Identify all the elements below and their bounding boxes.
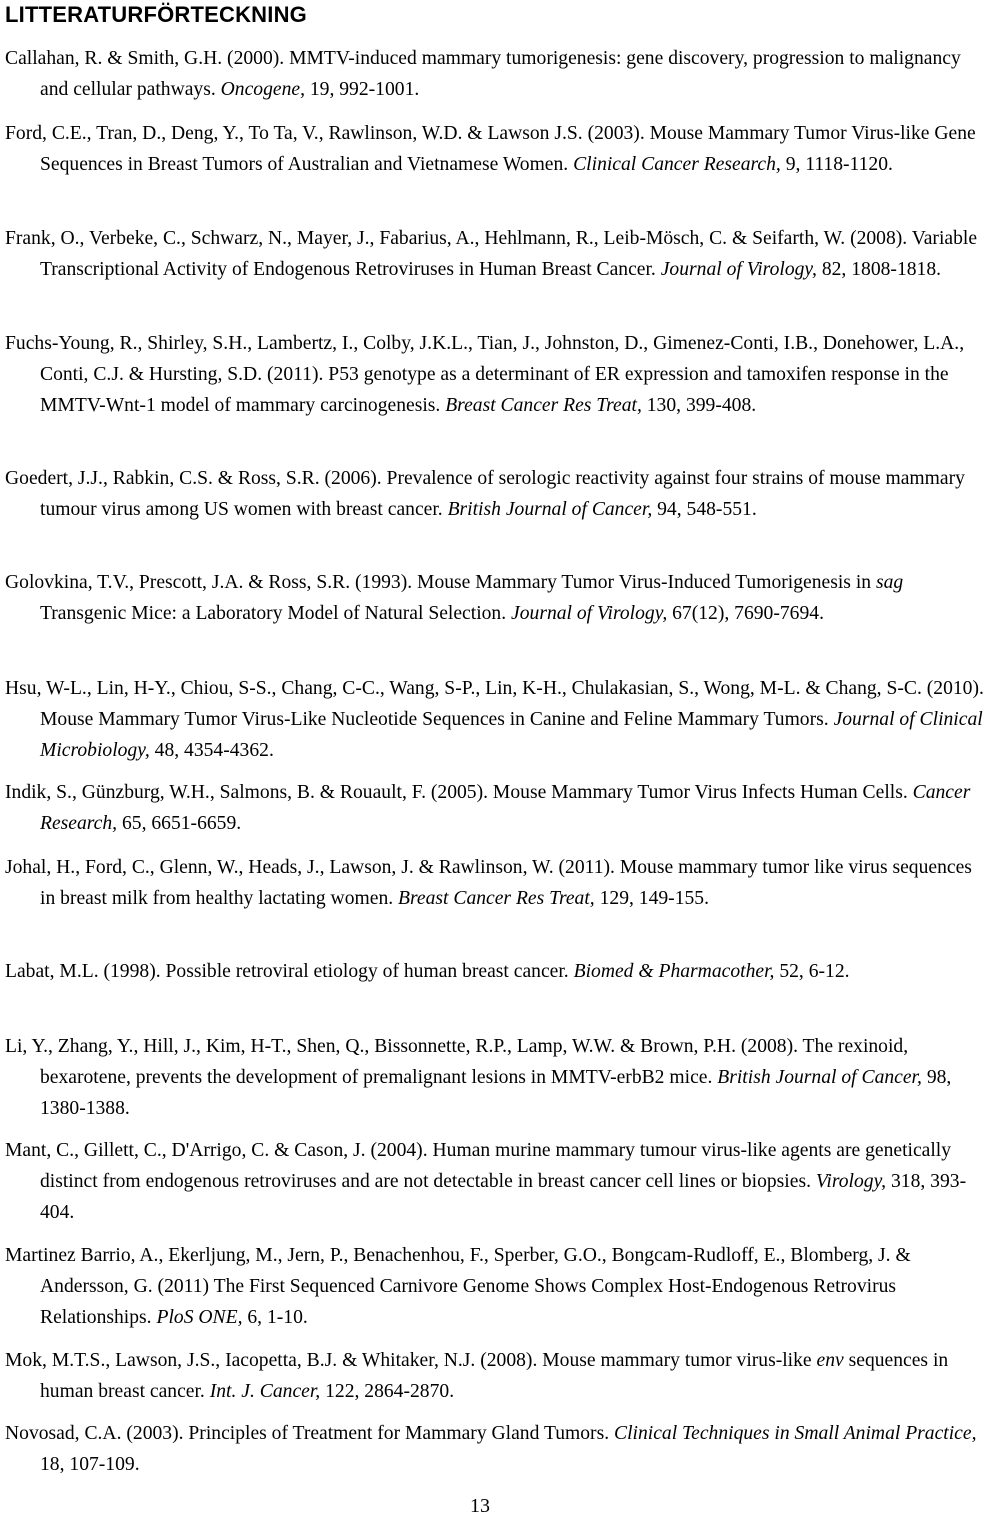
reference-italic-text: Journal of Clinical Microbiology, <box>40 709 983 761</box>
reference-italic-text: Breast Cancer Res Treat, <box>445 395 642 416</box>
reference-text: 18, 107-109. <box>40 1454 140 1475</box>
reference-entry <box>5 43 990 105</box>
reference-italic-text: sag <box>875 572 904 593</box>
reference-text: Mant, C., Gillett, C., D'Arrigo, C. & Cason, J. (2004). Human murine mammary tumour virus-like agents are genetically distinct from endogenous retroviruses and are not detectable in breast cancer cell lines or biopsies. <box>5 1140 952 1192</box>
reference-italic-text: Virology, <box>815 1171 887 1192</box>
reference-italic-text: Biomed & Pharmacother, <box>573 961 775 982</box>
reference-text: Golovkina, T.V., Prescott, J.A. & Ross, S.R. (1993). Mouse Mammary Tumor Virus-Induced Tumorigenesis in <box>5 572 876 593</box>
reference-text: 122, 2864-2870. <box>320 1381 455 1402</box>
reference-text: Goedert, J.J., Rabkin, C.S. & Ross, S.R. (2006). Prevalence of serologic reactivity against four strains of mouse mammary tumour virus among US women with breast cancer. <box>5 468 965 520</box>
reference-entry <box>5 1418 990 1480</box>
reference-text: Martinez Barrio, A., Ekerljung, M., Jern, P., Benachenhou, F., Sperber, G.O., Bongcam-Rudloff, E., Blomberg, J. & Andersson, G. (2011) The First Sequenced Carnivore Genome Shows Complex Host-Endogenous Retrovirus Relationships. <box>5 1245 911 1328</box>
reference-text: Callahan, R. & Smith, G.H. (2000). MMTV-induced mammary tumorigenesis: gene discovery, progression to malignancy and cellular pathways. <box>5 48 961 100</box>
reference-italic-text: British Journal of Cancer, <box>447 499 653 520</box>
reference-italic-text: env <box>816 1350 844 1371</box>
reference-text: Johal, H., Ford, C., Glenn, W., Heads, J., Lawson, J. & Rawlinson, W. (2011). Mouse mammary tumor like virus sequences in breast milk from healthy lactating women. <box>5 857 972 909</box>
reference-text: 67(12), 7690-7694. <box>667 603 824 624</box>
reference-italic-text: Clinical Cancer Research, <box>573 154 781 175</box>
reference-text: 130, 399-408. <box>641 395 757 416</box>
reference-text: 129, 149-155. <box>594 888 709 909</box>
reference-entry <box>5 1031 990 1124</box>
reference-text: Ford, C.E., Tran, D., Deng, Y., To Ta, V., Rawlinson, W.D. & Lawson J.S. (2003). Mouse Mammary Tumor Virus-like Gene Sequences in Breast Tumors of Australian and Vietnamese Women. <box>5 123 976 175</box>
reference-text: Transgenic Mice: a Laboratory Model of Natural Selection. <box>40 603 512 624</box>
reference-text: 318, 393-404. <box>40 1171 967 1223</box>
reference-text: 94, 548-551. <box>652 499 757 520</box>
page-heading: LITTERATURFÖRTECKNING <box>5 2 307 27</box>
reference-text: sequences in human breast cancer. <box>40 1350 949 1402</box>
reference-italic-text: Clinical Techniques in Small Animal Practice, <box>614 1423 977 1444</box>
reference-text: Mok, M.T.S., Lawson, J.S., Iacopetta, B.J. & Whitaker, N.J. (2008). Mouse mammary tumor virus-like <box>5 1350 817 1371</box>
reference-italic-text: Journal of Virology, <box>660 259 817 280</box>
page-number: 13 <box>470 1495 490 1517</box>
reference-entry <box>5 328 990 421</box>
reference-text: 65, 6651-6659. <box>117 813 242 834</box>
reference-text: Frank, O., Verbeke, C., Schwarz, N., Mayer, J., Fabarius, A., Hehlmann, R., Leib-Mösch, C. & Seifarth, W. (2008). Variable Transcriptional Activity of Endogenous Retroviruses in Human Breast Cancer. <box>5 228 978 280</box>
reference-italic-text: Int. J. Cancer, <box>209 1381 321 1402</box>
reference-entry <box>5 223 990 285</box>
reference-text: Novosad, C.A. (2003). Principles of Treatment for Mammary Gland Tumors. <box>5 1423 615 1444</box>
reference-text: Hsu, W-L., Lin, H-Y., Chiou, S-S., Chang, C-C., Wang, S-P., Lin, K-H., Chulakasian, S., Wong, M-L. & Chang, S-C. (2010). Mouse Mammary Tumor Virus-Like Nucleotide Sequences in Canine and Feline Mammary Tumors. <box>5 678 984 730</box>
reference-entry <box>5 956 990 987</box>
reference-entry <box>5 567 990 629</box>
reference-text: Indik, S., Günzburg, W.H., Salmons, B. & Rouault, F. (2005). Mouse Mammary Tumor Virus Infects Human Cells. <box>5 782 913 803</box>
reference-italic-text: Cancer Research, <box>40 782 971 834</box>
reference-text: Fuchs-Young, R., Shirley, S.H., Lambertz, I., Colby, J.K.L., Tian, J., Johnston, D., Gimenez-Conti, I.B., Donehower, L.A., Conti, C.J. & Hursting, S.D. (2011). P53 genotype as a determinant of ER expression and tamoxifen response in the MMTV-Wnt-1 model of mammary carcinogenesis. <box>5 333 965 416</box>
reference-italic-text: PloS ONE, <box>156 1307 243 1328</box>
reference-text: Li, Y., Zhang, Y., Hill, J., Kim, H-T., Shen, Q., Bissonnette, R.P., Lamp, W.W. & Brown, P.H. (2008). The rexinoid, bexarotene, prevents the development of premalignant lesions in MMTV-erbB2 mice. <box>5 1036 909 1088</box>
reference-text: Labat, M.L. (1998). Possible retroviral etiology of human breast cancer. <box>5 961 574 982</box>
reference-text: 19, 992-1001. <box>304 79 420 100</box>
reference-text: 48, 4354-4362. <box>149 740 274 761</box>
reference-text: 98, 1380-1388. <box>40 1067 952 1119</box>
reference-entry <box>5 1240 990 1333</box>
reference-entry <box>5 1345 990 1407</box>
reference-text: 9, 1118-1120. <box>780 154 893 175</box>
reference-entry <box>5 1135 990 1228</box>
reference-italic-text: Breast Cancer Res Treat, <box>398 888 595 909</box>
reference-text: 52, 6-12. <box>774 961 850 982</box>
reference-text: 82, 1808-1818. <box>816 259 942 280</box>
reference-italic-text: British Journal of Cancer, <box>717 1067 922 1088</box>
reference-entry <box>5 777 990 839</box>
reference-entry <box>5 673 990 766</box>
reference-entry <box>5 852 990 914</box>
reference-entry <box>5 118 990 180</box>
reference-text: 6, 1-10. <box>242 1307 308 1328</box>
reference-entry <box>5 463 990 525</box>
reference-italic-text: Journal of Virology, <box>511 603 668 624</box>
reference-italic-text: Oncogene, <box>220 79 305 100</box>
